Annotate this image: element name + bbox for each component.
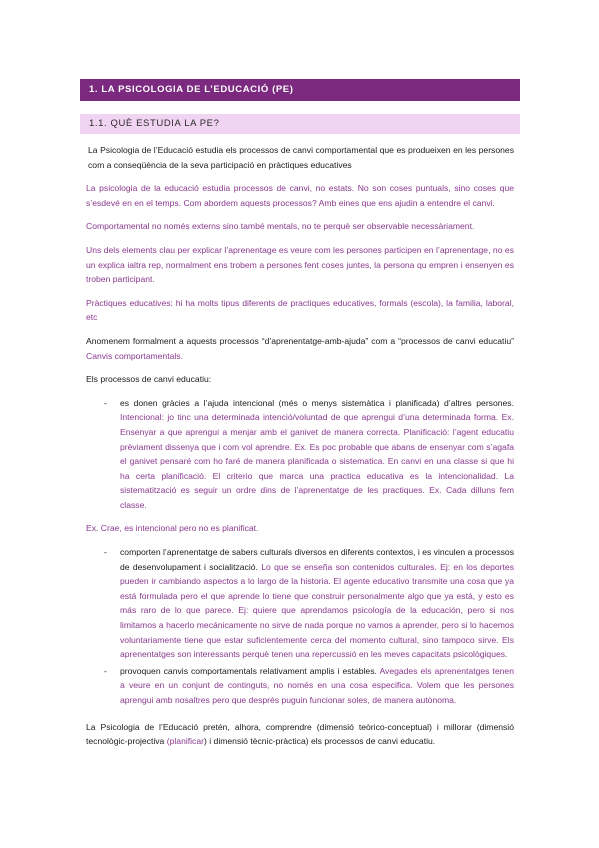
paragraph-educational-change (86, 334, 514, 363)
example-paragraph: Ex. Crae, es intencional pero no es planificat. (86, 523, 259, 534)
formal-definition-text: Anomenem formalment a aquests processos “d’aprenentatge-amb-ajuda” com a “processos de canvi educatiu” (86, 335, 514, 346)
closing-paragraph (86, 720, 514, 749)
list-item (86, 396, 514, 513)
list-item-main: comporten l’aprenentatge de sabers culturals diversos en diferents contextos, i es vinculen a processos de desenvolupament i socialització. (120, 547, 514, 572)
closing-text-start: La Psicologia de l’Educació pretén, alhora, comprendre (dimensió teòrico-conceptual) i millorar (dimensió tecnològic-projectiva (86, 721, 514, 747)
list-item (86, 545, 514, 662)
bullet-dash: - (104, 397, 107, 408)
definition-paragraph: La Psicologia de l’Educació estudia els processos de canvi comportamental que es produeixen en les persones com a conseqüència de la seva participació en pràctiques educatives (88, 145, 514, 170)
closing-text-end: ) i dimensió tècnic-pràctica) els processos de canvi educatiu. (204, 736, 436, 747)
bullet-dash: - (104, 547, 107, 558)
bullet-dash: - (104, 665, 107, 676)
closing-highlight: (planificar (166, 736, 204, 747)
list-item (86, 664, 514, 708)
note-paragraph-practices: Pràctiques educatives: hi ha molts tipus diferents de practiques educatives, formals (escola), la familia, laboral, etc (86, 297, 514, 323)
subsection-heading: 1.1. QUÈ ESTUDIA LA PE? (80, 114, 520, 134)
behavioural-change-note: Canvis comportamentals. (86, 350, 183, 361)
note-paragraph-behavioural: Comportamental no només externs sino també mentals, no te perquè ser observable necessàriament. (86, 221, 475, 232)
list-item-main: es donen gràcies a l’ajuda intencional (més o menys sistemàtica i planificada) d’altres persones. (120, 397, 514, 408)
document-body (86, 143, 514, 758)
note-paragraph-processes: La psicologia de la educació estudia processos de canvi, no estats. No son coses puntuals, sino coses que s’esdevé en en el temps. Com abordem aquests processos? Amb eines que ens ajudin a entendre el canvi. (86, 183, 514, 208)
list-item-note: Lo que se enseña son contenidos culturales. Ej: en los deportes pueden ir cambiando aspectos a lo largo de la historia. El agente educativo transmite una cosa que ya está formulada pero el que aprende lo tiene que construir personalmente algo que ya está, y esto es más raro de lo que parece. Ej: quiere que aprendamos psicología de la educación, pero si nos limitamos a hacerlo mecánicamente no sirve de nada porque no vamos a aprender, pero si lo hacemos voluntariamente tiene que estar suficientemente cerca del momento cultural, sino tampoco sirve. Els aprenentatges son interessants perquè tenen una repercussió en les meves capacitats psicològiques. (120, 561, 514, 660)
note-paragraph-participation: Uns dels elements clau per explicar l’aprenentage es veure com les persones participen en l’aprenentage, no es un explica ialtra rep, normalment ens trobem a persones fent coses juntes, la persona qu empren i ensenyen es troben participant. (86, 244, 514, 285)
list-item-note: Avegades els aprenentatges tenen a veure en un conjunt de continguts, no només en una cosa especifica. Volem que les persones aprengui amb nosaltres pero que després puguin funcionar soles, de manera autònoma. (120, 665, 514, 705)
list-intro: Els processos de canvi educatiu: (86, 374, 212, 385)
list-item-note: Intencional: jo tinc una determinada intenció/voluntad de que aprengui d’una determinada forma. Ex. Ensenyar a que aprengui a menjar amb el ganivet de manera correcta. Planificació: l’agent educatiu prèviament dissenya que i com vol aprendre. Ex. Es poc probable que abans de ensenyar com s’agafa el ganivet pensaré com ho faré de manera planificada o sistematica. En canvi en una classe si que hi ha certa planificació. El criterio que marca una practica educativa es la intencionalidad. La sistematització es seguir un ordre dins de l’aprenentatge de les practiques. Ex. Cada dilluns fem classe. (120, 412, 514, 510)
list-item-main: provoquen canvis comportamentals relativament amplis i estables. (120, 665, 377, 676)
section-heading: 1. LA PSICOLOGIA DE L’EDUCACIÓ (PE) (80, 79, 520, 101)
